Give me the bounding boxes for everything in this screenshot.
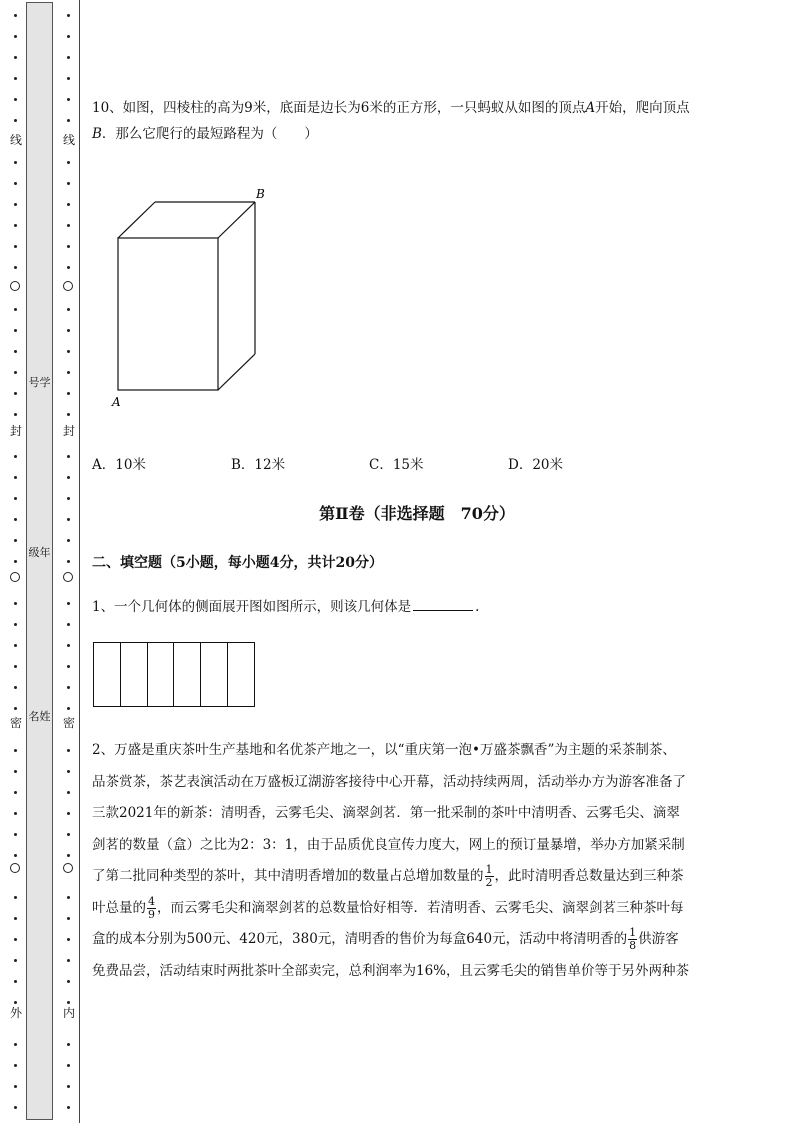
binding-dot (67, 854, 70, 857)
binding-dot (67, 812, 70, 815)
binding-dot (67, 35, 70, 38)
binding-dot (14, 224, 17, 227)
q2-line (92, 924, 747, 956)
binding-dot (14, 707, 17, 710)
inner-dotted-line (61, 0, 77, 1123)
q10-text-part2: 开始，爬向顶点 (595, 100, 690, 116)
binding-dot (67, 455, 70, 458)
section-title: 第Ⅱ卷（非选择题 70分） (319, 504, 515, 523)
binding-seal-char: 密 (62, 716, 75, 730)
margin-border-line (79, 0, 80, 1123)
choice-b[interactable]: B．12米 (231, 457, 286, 473)
binding-dot (14, 182, 17, 185)
binding-seal-char: 封 (62, 424, 75, 438)
prism-edge (218, 202, 255, 238)
binding-dot (67, 266, 70, 269)
binding-dot (14, 329, 17, 332)
binding-dot (67, 119, 70, 122)
binding-dot (14, 497, 17, 500)
binding-dot (67, 791, 70, 794)
binding-dot (14, 1001, 17, 1004)
binding-dot (14, 371, 17, 374)
binding-dot (14, 350, 17, 353)
binding-dot (67, 77, 70, 80)
binding-dot (14, 917, 17, 920)
binding-dot (14, 749, 17, 752)
net-rectangle-cell (148, 643, 175, 706)
binding-dot (14, 623, 17, 626)
q2-line (92, 893, 747, 925)
q2-line (92, 861, 747, 893)
q2-text: 了第二批同种类型的茶叶，其中清明香增加的数量占总增加数量的 (92, 868, 484, 884)
q2-line: 三款2021年的新茶：清明香，云雾毛尖、滴翠剑茗．第一批采制的茶叶中清明香、云雾毛尖、滴翠 (92, 805, 680, 821)
binding-dot (67, 224, 70, 227)
fraction-numerator: 1 (629, 926, 637, 939)
net-rectangle-cell (228, 643, 254, 706)
binding-dot (14, 56, 17, 59)
binding-dot (14, 266, 17, 269)
binding-dot (14, 770, 17, 773)
q10-text-part3: ．那么它爬行的最短路程为（ ） (101, 126, 318, 142)
choice-d[interactable]: D．20米 (508, 457, 564, 473)
binding-dot (67, 665, 70, 668)
binding-dot (14, 77, 17, 80)
binding-dot (14, 602, 17, 605)
fraction-one-eighth (628, 927, 637, 952)
binding-dot (67, 749, 70, 752)
choice-c[interactable]: C．15米 (369, 457, 424, 473)
grade-label: 级年 (28, 546, 51, 559)
fill-question-1 (92, 595, 479, 615)
binding-dot (67, 308, 70, 311)
binding-dot (67, 371, 70, 374)
binding-ring-icon (63, 281, 73, 291)
binding-dot (67, 1106, 70, 1109)
binding-dot (67, 896, 70, 899)
q2-text: 盒的成本分别为500元、420元，380元，清明香的售价为每盒640元，活动中将清明香的 (92, 931, 628, 947)
lateral-net-figure (93, 642, 255, 707)
binding-dot (67, 539, 70, 542)
q2-text: ，而云雾毛尖和滴翠剑茗的总数量恰好相等．若清明香、云雾毛尖、滴翠剑茗三种茶叶每 (157, 899, 684, 916)
binding-dot (67, 14, 70, 17)
prism-front-face (118, 238, 218, 390)
fraction-one-half (485, 864, 494, 889)
binding-dot (14, 1043, 17, 1046)
prism-edge (118, 202, 155, 238)
binding-dot (14, 35, 17, 38)
binding-dot (14, 161, 17, 164)
binding-dot (14, 791, 17, 794)
net-rectangle-cell (174, 643, 201, 706)
fraction-denominator: 2 (485, 876, 493, 889)
binding-dot (67, 1043, 70, 1046)
binding-dot (67, 833, 70, 836)
question-10-stem (92, 95, 747, 147)
binding-dot (14, 896, 17, 899)
q10-line2 (92, 126, 318, 142)
answer-blank[interactable] (413, 596, 473, 611)
binding-dot (14, 518, 17, 521)
q10-point-a: A (585, 100, 596, 116)
binding-seal-char: 线 (9, 133, 22, 147)
binding-dot (67, 203, 70, 206)
binding-dot (67, 644, 70, 647)
q2-line: 品茶赏茶，茶艺表演活动在万盛板辽湖游客接待中心开幕，活动持续两周，活动举办方为游客准备了 (92, 773, 686, 790)
q2-line: 2、万盛是重庆茶叶生产基地和名优茶产地之一，以“重庆第一泡•万盛茶飘香”为主题的采茶制茶、 (92, 742, 676, 758)
binding-dot (14, 245, 17, 248)
binding-dot (14, 812, 17, 815)
fill1-text: 1、一个几何体的侧面展开图如图所示，则该几何体是 (92, 599, 412, 615)
student-info-band (26, 2, 53, 1120)
binding-dot (14, 392, 17, 395)
prism-figure (110, 185, 280, 410)
binding-dot (67, 560, 70, 563)
q2-text: 叶总量的 (92, 899, 146, 916)
binding-dot (67, 161, 70, 164)
binding-dot (14, 308, 17, 311)
binding-dot (14, 644, 17, 647)
fraction-four-ninths (147, 896, 156, 921)
binding-ring-icon (63, 572, 73, 582)
binding-dot (14, 455, 17, 458)
binding-dot (67, 770, 70, 773)
q10-text-part1: 10、如图，四棱柱的高为9米，底面是边长为6米的正方形，一只蚂蚁从如图的顶点 (92, 100, 586, 116)
binding-ring-icon (10, 281, 20, 291)
binding-dot (67, 497, 70, 500)
fraction-numerator: 4 (148, 894, 155, 908)
binding-dot (67, 917, 70, 920)
binding-dot (14, 119, 17, 122)
binding-ring-icon (10, 863, 20, 873)
binding-dot (67, 56, 70, 59)
binding-dot (14, 833, 17, 836)
binding-dot (14, 938, 17, 941)
binding-seal-char: 密 (9, 716, 22, 730)
q2-line: 免费品尝，活动结束时两批茶叶全部卖完，总利润率为16%，且云雾毛尖的销售单价等于另外两种茶 (92, 962, 690, 979)
binding-dot (67, 602, 70, 605)
binding-dot (67, 245, 70, 248)
q2-line: 剑茗的数量（盒）之比为2：3：1，由于品质优良宣传力度大，网上的预订量暴增，举办方加紧采制 (92, 836, 685, 853)
binding-seal-char: 封 (9, 424, 22, 438)
fraction-denominator: 8 (629, 939, 637, 952)
binding-dot (67, 1085, 70, 1088)
binding-dot (67, 938, 70, 941)
binding-margin (0, 0, 82, 1123)
binding-dot (67, 413, 70, 416)
figure-label-b: B (256, 187, 265, 201)
fill1-end: . (475, 599, 480, 615)
name-label: 名姓 (28, 710, 51, 723)
binding-dot (14, 1085, 17, 1088)
binding-dot (14, 98, 17, 101)
binding-dot (67, 707, 70, 710)
binding-dot (14, 203, 17, 206)
binding-dot (14, 1106, 17, 1109)
binding-dot (14, 413, 17, 416)
binding-seal-char: 内 (62, 1006, 75, 1020)
binding-dot (67, 623, 70, 626)
binding-dot (14, 665, 17, 668)
binding-dot (14, 560, 17, 563)
binding-dot (14, 476, 17, 479)
net-rectangle-cell (94, 643, 121, 706)
binding-dot (14, 539, 17, 542)
binding-dot (67, 1064, 70, 1067)
fraction-denominator: 9 (148, 907, 155, 921)
binding-dot (14, 959, 17, 962)
fill-question-2 (92, 735, 747, 987)
binding-dot (67, 392, 70, 395)
binding-dot (67, 1001, 70, 1004)
binding-dot (67, 476, 70, 479)
binding-dot (67, 980, 70, 983)
outer-dotted-line (8, 0, 24, 1123)
net-rectangle-cell (201, 643, 228, 706)
binding-dot (67, 686, 70, 689)
binding-ring-icon (63, 863, 73, 873)
binding-dot (14, 14, 17, 17)
binding-dot (67, 518, 70, 521)
student-id-label: 号学 (28, 376, 51, 389)
q2-text: 供游客 (638, 931, 679, 947)
figure-label-a: A (112, 395, 121, 409)
q2-text: ，此时清明香总数量达到三种茶 (494, 868, 684, 884)
fraction-numerator: 1 (485, 863, 493, 876)
binding-dot (67, 182, 70, 185)
binding-dot (67, 329, 70, 332)
binding-dot (67, 959, 70, 962)
section-subtitle: 二、填空题（5小题，每小题4分，共计20分） (92, 555, 383, 571)
binding-dot (14, 854, 17, 857)
net-rectangle-cell (121, 643, 148, 706)
binding-seal-char: 线 (62, 133, 75, 147)
prism-edge (218, 354, 255, 390)
q10-point-b: B (92, 126, 102, 142)
choice-a[interactable]: A．10米 (92, 457, 146, 473)
binding-dot (14, 980, 17, 983)
binding-seal-char: 外 (9, 1006, 22, 1020)
binding-dot (67, 98, 70, 101)
binding-dot (14, 1064, 17, 1067)
binding-dot (67, 350, 70, 353)
binding-ring-icon (10, 572, 20, 582)
binding-dot (14, 686, 17, 689)
